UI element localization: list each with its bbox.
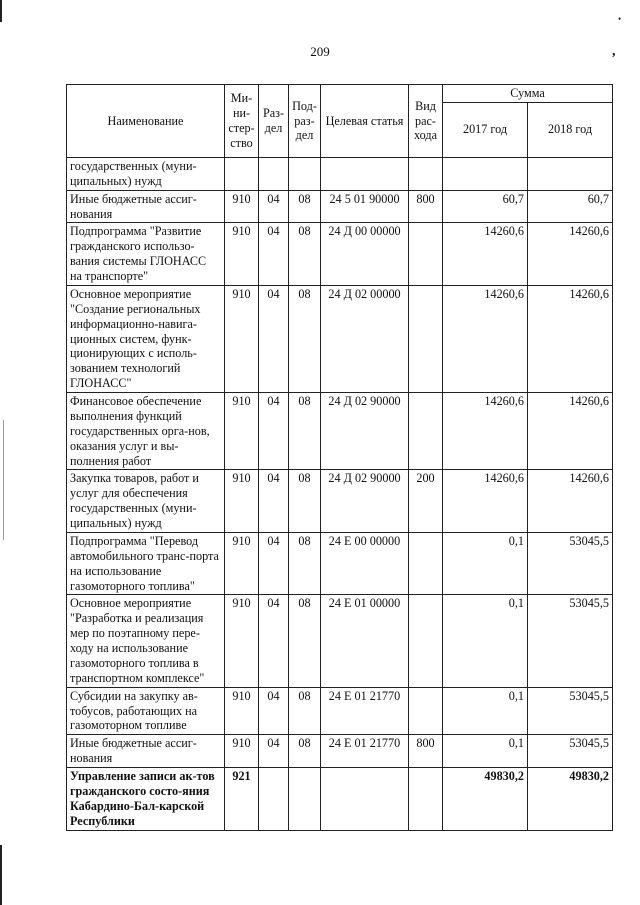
scan-edge-bottom: [0, 845, 2, 905]
cell-target: 24 Д 02 90000: [321, 470, 409, 533]
cell-2018: [528, 157, 613, 190]
cell-ministry: 910: [225, 470, 259, 533]
cell-2017: 60,7: [443, 190, 528, 223]
cell-section: 04: [259, 190, 289, 223]
cell-subsection: 08: [289, 285, 321, 392]
cell-target: 24 Е 01 21770: [321, 735, 409, 768]
cell-name: Финансовое обеспечение выполнения функций государственных орга-нов, оказания услуг и вы-полнения работ: [67, 393, 225, 470]
table-row: [67, 595, 613, 687]
cell-ministry: 910: [225, 223, 259, 286]
cell-2017: 0,1: [443, 687, 528, 735]
cell-2018: 14260,6: [528, 470, 613, 533]
table-row: [67, 190, 613, 223]
cell-2018: 53045,5: [528, 735, 613, 768]
table-row: [67, 223, 613, 286]
cell-ministry: 910: [225, 393, 259, 470]
cell-name: Подпрограмма "Перевод автомобильного транс-порта на использование газомоторного топлива": [67, 532, 225, 595]
cell-name: Основное мероприятие "Создание региональных информационно-навига-ционных систем, функ-ционирующих с исполь-зованием технологий ГЛОНАСС": [67, 285, 225, 392]
cell-name: Субсидии на закупку ав-тобусов, работающих на газомоторном топливе: [67, 687, 225, 735]
cell-subsection: 08: [289, 223, 321, 286]
cell-name: государственных (муни-ципальных) нужд: [67, 157, 225, 190]
cell-2017: 49830,2: [443, 768, 528, 831]
cell-name: Управление записи ак-тов гражданского состо-яния Кабардино-Бал-карской Республики: [67, 768, 225, 831]
cell-ministry: 910: [225, 687, 259, 735]
cell-2018: 60,7: [528, 190, 613, 223]
cell-target: 24 Е 01 21770: [321, 687, 409, 735]
cell-name: Иные бюджетные ассиг-нования: [67, 190, 225, 223]
cell-subsection: [289, 768, 321, 831]
cell-subsection: 08: [289, 393, 321, 470]
cell-expense-type: [409, 157, 443, 190]
budget-table: [66, 84, 613, 831]
cell-2018: 53045,5: [528, 595, 613, 687]
cell-name: Закупка товаров, работ и услуг для обеспечения государственных (муни-ципальных) нужд: [67, 470, 225, 533]
cell-subsection: 08: [289, 190, 321, 223]
cell-ministry: 910: [225, 595, 259, 687]
header-name: Наименование: [67, 85, 225, 158]
cell-section: 04: [259, 595, 289, 687]
cell-2018: 53045,5: [528, 532, 613, 595]
table-row: [67, 687, 613, 735]
cell-expense-type: 200: [409, 470, 443, 533]
cell-expense-type: [409, 285, 443, 392]
cell-target: 24 Е 01 00000: [321, 595, 409, 687]
cell-ministry: [225, 157, 259, 190]
cell-expense-type: [409, 532, 443, 595]
cell-section: 04: [259, 532, 289, 595]
cell-expense-type: [409, 687, 443, 735]
cell-section: 04: [259, 687, 289, 735]
cell-target: [321, 157, 409, 190]
header-section: Раз-дел: [259, 85, 289, 158]
cell-expense-type: 800: [409, 735, 443, 768]
header-year-2017: 2017 год: [443, 102, 528, 157]
cell-subsection: 08: [289, 687, 321, 735]
table-row: [67, 393, 613, 470]
cell-target: 24 5 01 90000: [321, 190, 409, 223]
cell-ministry: 910: [225, 285, 259, 392]
cell-ministry: 910: [225, 532, 259, 595]
cell-2018: 14260,6: [528, 393, 613, 470]
header-expense-type: Вид рас-хода: [409, 85, 443, 158]
cell-2017: 0,1: [443, 532, 528, 595]
header-year-2018: 2018 год: [528, 102, 613, 157]
cell-section: [259, 157, 289, 190]
cell-2017: 14260,6: [443, 470, 528, 533]
cell-2017: 14260,6: [443, 285, 528, 392]
cell-subsection: 08: [289, 595, 321, 687]
table-row: [67, 532, 613, 595]
cell-2018: 14260,6: [528, 285, 613, 392]
cell-ministry: 910: [225, 735, 259, 768]
header-row: [67, 85, 613, 103]
header-ministry: Ми-ни-стер-ство: [225, 85, 259, 158]
cell-2018: 53045,5: [528, 687, 613, 735]
cell-target: 24 Д 02 90000: [321, 393, 409, 470]
cell-2017: 0,1: [443, 595, 528, 687]
cell-expense-type: [409, 393, 443, 470]
header-target: Целевая статья: [321, 85, 409, 158]
header-sum: Сумма: [443, 85, 613, 103]
header-subsection: Под-раз-дел: [289, 85, 321, 158]
cell-section: 04: [259, 393, 289, 470]
cell-section: 04: [259, 223, 289, 286]
cell-2018: 14260,6: [528, 223, 613, 286]
scan-edge-top: [0, 0, 2, 22]
cell-expense-type: [409, 223, 443, 286]
cell-target: 24 Д 02 00000: [321, 285, 409, 392]
margin-dot: •: [618, 14, 622, 24]
cell-name: Иные бюджетные ассиг-нования: [67, 735, 225, 768]
cell-name: Основное мероприятие "Разработка и реализация мер по поэтапному пере-ходу на использование газомоторного топлива в транспортном комплексе": [67, 595, 225, 687]
cell-expense-type: 800: [409, 190, 443, 223]
cell-target: 24 Д 00 00000: [321, 223, 409, 286]
table-row: [67, 768, 613, 831]
cell-2018: 49830,2: [528, 768, 613, 831]
cell-target: [321, 768, 409, 831]
cell-ministry: 910: [225, 190, 259, 223]
cell-subsection: 08: [289, 470, 321, 533]
margin-mark: ,: [612, 44, 616, 59]
cell-expense-type: [409, 768, 443, 831]
table-row: [67, 285, 613, 392]
cell-section: 04: [259, 735, 289, 768]
page-number: 209: [310, 44, 330, 59]
cell-target: 24 Е 00 00000: [321, 532, 409, 595]
cell-2017: [443, 157, 528, 190]
cell-section: 04: [259, 285, 289, 392]
cell-subsection: [289, 157, 321, 190]
cell-2017: 14260,6: [443, 393, 528, 470]
table-row: [67, 157, 613, 190]
cell-2017: 0,1: [443, 735, 528, 768]
cell-ministry: 921: [225, 768, 259, 831]
cell-subsection: 08: [289, 735, 321, 768]
cell-section: [259, 768, 289, 831]
table-row: [67, 735, 613, 768]
cell-name: Подпрограмма "Развитие гражданского использо-вания системы ГЛОНАСС на транспорте": [67, 223, 225, 286]
cell-2017: 14260,6: [443, 223, 528, 286]
table-row: [67, 470, 613, 533]
cell-expense-type: [409, 595, 443, 687]
cell-subsection: 08: [289, 532, 321, 595]
cell-section: 04: [259, 470, 289, 533]
scan-edge-mid: [3, 420, 4, 540]
